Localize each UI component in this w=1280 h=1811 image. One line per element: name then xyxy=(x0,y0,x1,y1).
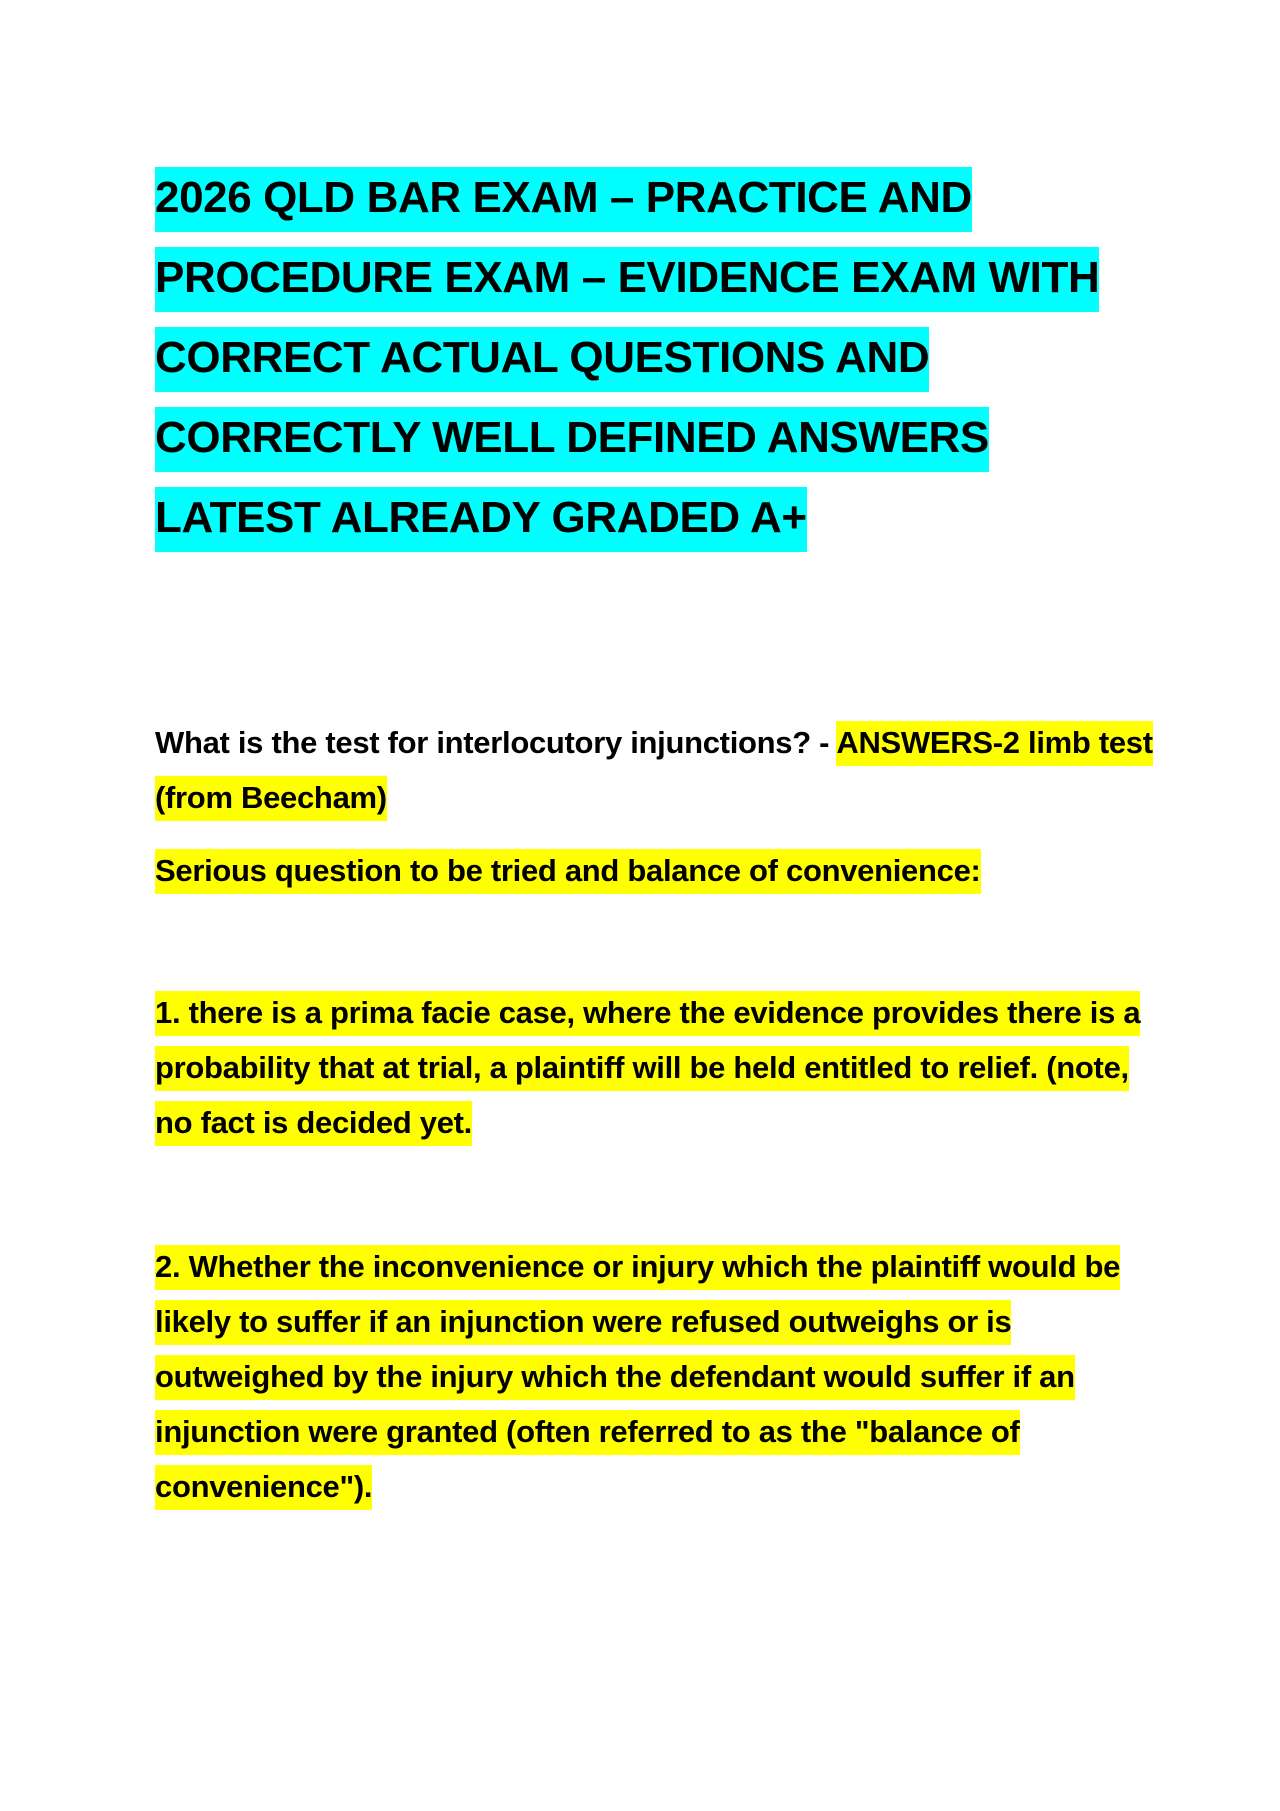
title-highlight: 2026 QLD BAR EXAM – PRACTICE AND PROCEDURE EXAM – EVIDENCE EXAM WITH CORRECT ACTUAL QUESTIONS AND CORRECTLY WELL DEFINED ANSWERS LATEST ALREADY GRADED A+ xyxy=(155,167,1099,552)
answer-summary-text: Serious question to be tried and balance of convenience: xyxy=(155,849,981,894)
question-paragraph xyxy=(155,715,1155,825)
answer-start-highlight: ANSWERS-2 limb test (from Beecham) xyxy=(155,721,1153,821)
answer-paragraph-limb-1 xyxy=(155,985,1155,1150)
question-text: What is the test for interlocutory injunctions? - xyxy=(155,725,837,760)
answer-paragraph-summary xyxy=(155,843,1155,898)
answer-paragraph-limb-2 xyxy=(155,1239,1155,1514)
document-title xyxy=(155,158,1155,558)
answer-limb-1-text: 1. there is a prima facie case, where the evidence provides there is a probability that at trial, a plaintiff will be held entitled to relief. (note, no fact is decided yet. xyxy=(155,991,1140,1146)
answer-limb-2-text: 2. Whether the inconvenience or injury which the plaintiff would be likely to suffer if an injunction were refused outweighs or is outweighed by the injury which the defendant would suffer if an injunction were granted (often referred to as the "balance of convenience"). xyxy=(155,1245,1120,1510)
